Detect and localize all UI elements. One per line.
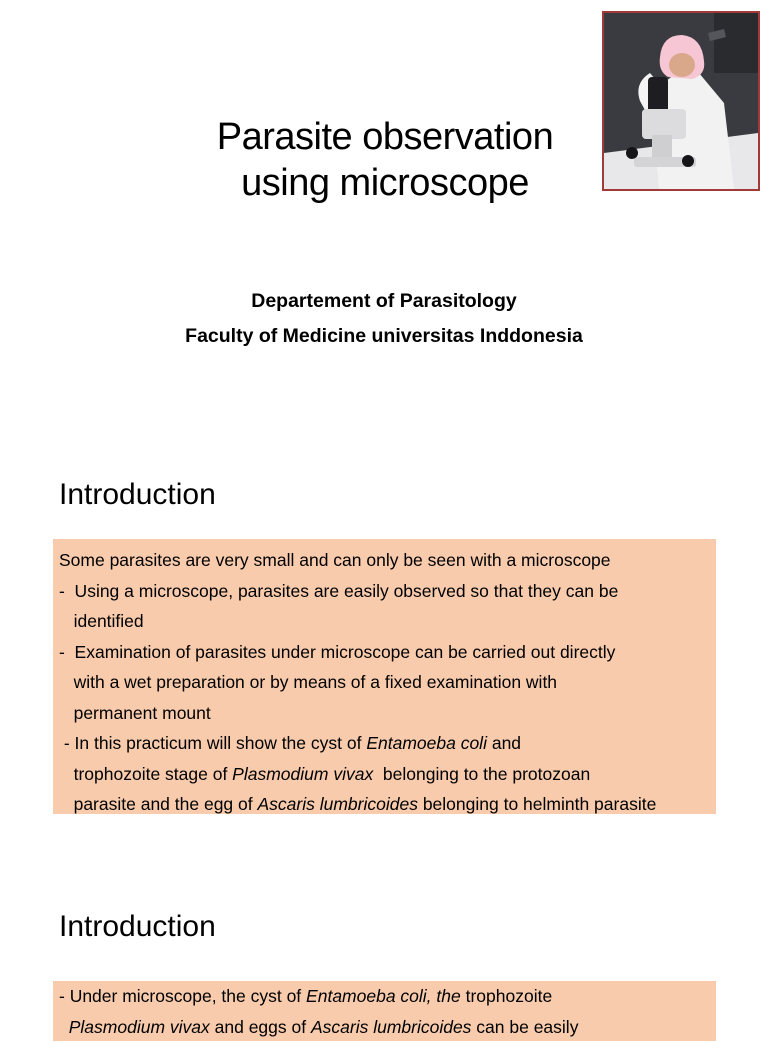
text-run: with a wet preparation or by means of a fixed examination with [59, 672, 557, 692]
text-run: belonging to helminth parasite [418, 794, 656, 814]
text-line [59, 545, 710, 576]
text-line [59, 667, 710, 698]
text-run: parasite and the egg of [59, 794, 257, 814]
slide-heading: Introduction [59, 477, 216, 513]
text-run: - Using a microscope, parasites are easily observed so that they can be [59, 581, 618, 601]
department-name: Departement of Parasitology [60, 284, 708, 319]
slide-heading: Introduction [59, 909, 216, 945]
text-line [59, 637, 710, 668]
introduction-text-box [53, 539, 716, 814]
text-run: can be easily [471, 1017, 578, 1037]
slide-subtitle [60, 284, 708, 354]
species-name: Ascaris lumbricoides [257, 794, 417, 814]
text-run: and eggs of [210, 1017, 311, 1037]
species-name: Entamoeba coli, the [306, 986, 461, 1006]
text-line [59, 698, 710, 729]
text-line [59, 759, 710, 790]
introduction-text-box [53, 981, 716, 1041]
introduction-slide-2 [0, 864, 768, 1024]
title-slide [0, 0, 768, 420]
species-name: Ascaris lumbricoides [311, 1017, 471, 1037]
species-name: Plasmodium vivax [232, 764, 373, 784]
text-line [59, 728, 710, 759]
text-line [59, 576, 710, 607]
text-line [59, 606, 710, 637]
text-run: Some parasites are very small and can only be seen with a microscope [59, 550, 611, 570]
slide-title [120, 114, 650, 206]
text-run: and [487, 733, 521, 753]
text-run: permanent mount [59, 703, 211, 723]
title-line: using microscope [120, 160, 650, 206]
text-line [59, 981, 710, 1012]
text-run: - Examination of parasites under microscope can be carried out directly [59, 642, 615, 662]
introduction-slide [0, 432, 768, 852]
species-name: Plasmodium vivax [69, 1017, 210, 1037]
title-line: Parasite observation [120, 114, 650, 160]
text-run: - In this practicum will show the cyst of [59, 733, 366, 753]
faculty-name: Faculty of Medicine universitas Inddonesia [60, 319, 708, 354]
text-run: belonging to the protozoan [373, 764, 590, 784]
text-line [59, 789, 710, 820]
text-run: trophozoite stage of [59, 764, 232, 784]
text-run [59, 1017, 69, 1037]
text-run: - Under microscope, the cyst of [59, 986, 306, 1006]
text-line [59, 1012, 710, 1042]
text-run: identified [59, 611, 144, 631]
text-run: trophozoite [461, 986, 552, 1006]
species-name: Entamoeba coli [366, 733, 487, 753]
